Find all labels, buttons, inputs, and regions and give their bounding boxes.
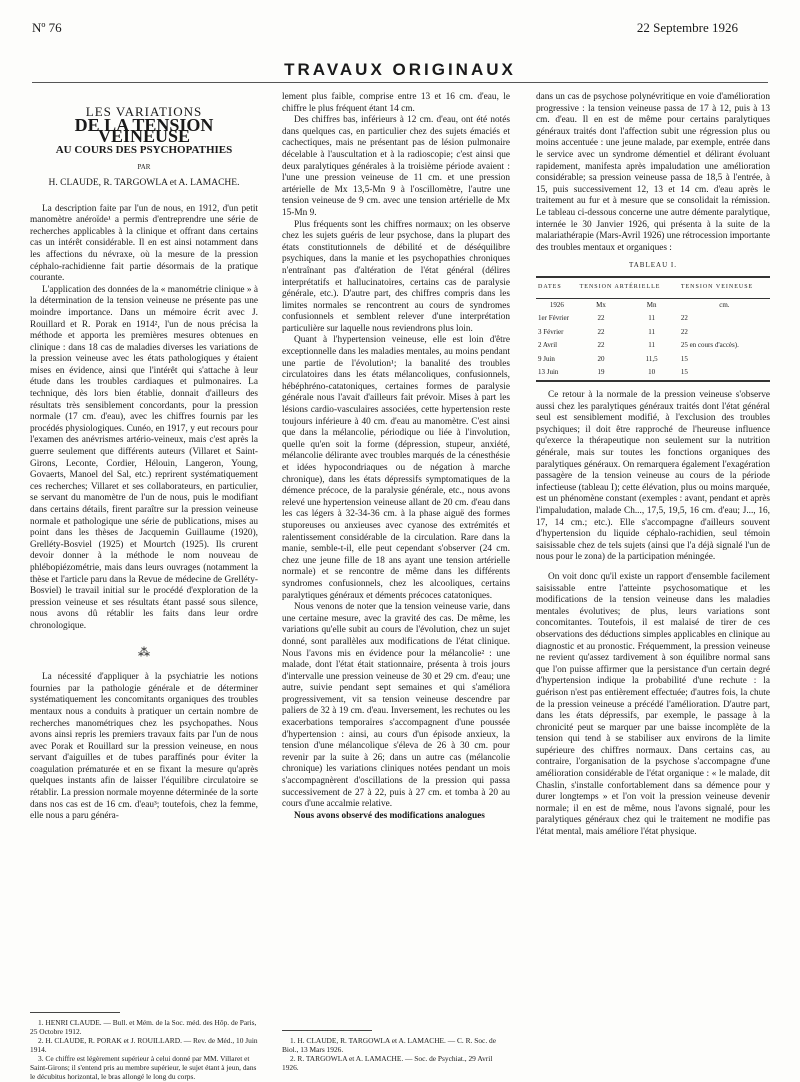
table-cell: 11,5 [645,354,658,363]
paragraph: dans un cas de psychose polynévritique en voie d'amélioration progressive : la tension veineuse passa de 17 à 12, puis à 13 cm. d'eau. Il en est de même pour certains paralytiques généraux traités dont l'affection subit une régression plus ou moins accentuée : une jeune malade, par exemple, entrée dans le service avec un syndrome démentiel et délirant évoluant rapidement, manifesta après impaludation une amélioration considérable; sa pression veineuse passa de 18,5 à l'entrée, à 15, puis successivement 12, 13 et 14 cm. d'eau après le traitement au fur et à mesure que se consolidait la rémission. Le tableau ci-dessous concerne une autre démente paralytique, internée le 30 Janvier 1926, qui présenta à la suite de la malariathérapie (Mars-Avril 1926) une rétrocession importante des troubles mentaux et organiques : [536,92,770,253]
paragraph: Ce retour à la normale de la pression veineuse s'observe aussi chez les paralytiques généraux traités dont l'état général seul est sensiblement modifié, à l'exclusion des troubles psychiques; il doit être rapproché de l'heureuse influence qu'exerce la thérapeutique non seulement sur la nutrition générale, mais sur toutes les fonctions organiques des paralytiques généraux. On remarquera également l'exagération passagère de la tension veineuse au cours de la période infectieuse (tableau I); cette élévation, plus ou moins marquée, est un phénomène constant (exemples : avant, pendant et après l'impaludation, malade Ch..., 17,5, 19,5, 16 cm. d'eau; J..., 16, 17, 14 cm.; etc.). Elle s'accompagne d'ailleurs souvent d'hypertension du liquide céphalo-rachidien, seul témoin saisissable chez de tels sujets (ainsi que l'a déjà signalé l'un de nous pour le zona) de la participation méningée. [536,390,770,563]
table-cell: 11 [648,341,655,350]
table-header: DATES [536,278,578,298]
paragraph: L'application des données de la « manométrie clinique » à la détermination de la tension veineuse ne présente pas une moindre importance. Dans un mémoire écrit avec J. Rouillard et R. Porak en 1914², l'un de nous précisa la méthode et apporta les premières mesures obtenues en clinique : dans 18 cas de maladies diverses les variations de la pression veineuse avec les états pathologiques y étaient mises en évidence, ainsi que l'intérêt qui s'attache à leur étude dans les troubles cardiaques et pulmonaires. La technique, dès lors bien établie, donnait d'ailleurs des résultats très sensiblement concordants, pour la pression normale (17 cm. d'eau), avec les chiffres fournis par les procédés physiologiques. Cunéo, en 1917, y eut recours pour l'examen des anévrismes artério-veineux, mais c'est après la guerre seulement que différents auteurs (Villaret et Saint-Girons, Leconte, Cordier, Hélouin, Langeron, Young, Govaerts, Manoel del Sal, etc.) reprirent systématiquement ces recherches; Villaret et ses collaborateurs, en particulier, se servant du manomètre de l'un de nous, puis le modifiant dans certains détails, firent paraître sur la pression veineuse normale et pathologique une série de publications, mises au point dans les thèses de Jacquemin Guillaume (1920), Grelléty-Bosviel (1925) et Mourtch (1925). Ils crurent devoir donner à la méthode le nom nouveau de phlébopiézométrie, mais dans leurs ouvrages (notamment la thèse et l'article paru dans la Revue de médecine de Grelléty-Bosviel) le travail initial sur le procédé d'exploration de la pression veineuse et ses résultats étant passé sous silence, nous avons dû rétablir les faits dans leur ordre chronologique. [30,284,258,631]
data-table [536,276,770,382]
table-cell: 22 [597,327,605,336]
section-title: TRAVAUX ORIGINAUX [284,60,516,79]
table-cell: 1926 [549,300,564,309]
par-label: PAR [137,163,151,172]
paragraph: On voit donc qu'il existe un rapport d'ensemble facilement saisissable entre l'atteinte psychosomatique et les modifications de la tension veineuse dans les maladies mentales évolutives; de plus, leurs variations sont concomitantes. Toutefois, il est malaisé de tirer de ces observations des déductions simples applicables en clinique au diagnostic et au pronostic. Fréquemment, la pression veineuse ne revient qu'assez tardivement à son équilibre normal sans que l'on puisse affirmer que la persistance d'un certain degré d'hypertension indique la probabilité d'une rechute : la guérison n'est pas entièrement effectuée; d'autres fois, la chute de la pression veineuse a précédé l'amélioration. D'autre part, dans les états dépressifs, par exemple, le passage à la chronicité peut se marquer par une baisse incomplète de la tension qui tend à se stabiliser aux environs de la limite supérieure des chiffres normaux. Dans certains cas, au contraire, l'organisation de la psychose s'accompagne d'une amélioration considérable de l'état organique : « le malade, dit Chaslin, s'installe confortablement dans sa démence pour y durer longtemps » et l'on voit la pression veineuse devenir normale; il en est de même, nous l'avons signalé, pour les paralytiques généraux chez qui le traitement ne modifie pas l'état mental, mais améliore l'état physique. [536,571,770,838]
paragraph: Nous venons de noter que la tension veineuse varie, dans une certaine mesure, avec la gravité des cas. De même, les variations qu'elle subit au cours de l'évolution, chez un sujet donné, sont parallèles aux modifications de l'état clinique. Nous l'avons mis en évidence pour la mélancolie² : une malade, dont l'état était stationnaire, présenta à trois jours d'intervalle une pression veineuse de 30 et 29 cm. d'eau; une autre, suivie pendant sept semaines et qui s'améliora progressivement, vit sa tension veineuse descendre par paliers de 32 à 19 cm. d'eau. Inversement, les rechutes ou les exacerbations temporaires s'accompagnent d'une poussée d'hypertension : ainsi, au cours d'un épisode anxieux, la tension d'une mélancolique s'éleva de 26 à 30 cm. pour revenir par la suite à 26; dans un autre cas (mélancolie chronique) les variations cliniques notées pendant un mois s'accompagnèrent d'oscillations de la pression qui passa successivement de 27 à 22, puis à 27 cm. et tomba à 20 au cours d'une accalmie relative. [282,602,510,810]
table-cell: 2 Avril [538,341,558,350]
table-cell: Mx [596,300,606,309]
column-1 [30,92,258,823]
column-3 [536,92,770,839]
footnotes-column-2 [282,1036,510,1072]
footnote: 3. Ce chiffre est légèrement supérieur à celui donné par MM. Villaret et Saint-Girons; il s'entend pris au membre supérieur, le sujet étant à jeun, dans le décubitus horizontal, le bras allongé le long du corps. [30,1054,257,1081]
paragraph: La nécessité d'appliquer à la psychiatrie les notions fournies par la pathologie générale et de déterminer systématiquement les concomitants organiques des troubles mentaux nous a conduits à pratiquer un certain nombre de recherches manométriques chez les psychopathes. Nous avons ainsi repris les premiers travaux faits par l'un de nous avec Porak et Rouillard sur la pression veineuse, en nous servant d'aiguilles et de tubes paraffinés pour éviter la coagulation prématurée et en se fixant la mesure qu'après quelques instants afin de laisser l'équilibre circulatoire se rétablir. La pression normale moyenne déterminée de la sorte dans nos cas est de 16 cm. d'eau³; toutefois, chez la femme, elle nous a paru généra- [30,672,258,822]
paragraph: La description faite par l'un de nous, en 1912, d'un petit manomètre anéroïde¹ a permis d'entreprendre une série de recherches applicables à la clinique et offrant dans certains cas un intérêt considérable. Il en est ainsi notamment dans les affections du névraxe, où la mesure de la pression céphalo-rachidienne fait partie désormais de la pratique courante. [30,203,258,284]
table-cell: 22 [597,314,605,323]
table-row [536,326,770,340]
article-title-block [30,106,258,190]
table-row [536,353,770,367]
table-cell: 1er Février [538,314,569,323]
table-cell: 11 [648,314,655,323]
title-line-3: AU COURS DES PSYCHOPATHIES [55,143,233,156]
footnote: 1. HENRI CLAUDE. — Bull. et Mém. de la Soc. méd. des Hôp. de Paris, 25 Octobre 1912. [30,1018,257,1036]
title-line-1: LES VARIATIONS [85,104,203,119]
running-header [32,20,738,36]
table-header: TENSION ARTÉRIELLE [578,278,679,298]
footnote-rule [282,1030,372,1031]
header-rule [32,82,768,83]
table-cell: 11 [648,327,655,336]
table-cell: 22 [680,314,688,323]
table-cell: cm. [719,300,730,309]
table-row [536,366,770,380]
table-row [536,339,770,353]
footnotes-column-1 [30,1018,258,1081]
table-cell: 20 [597,354,605,363]
issue-date: 22 Septembre 1926 [636,20,738,35]
paragraph: Nous avons observé des modifications analogues [294,810,485,821]
footnote: 1. H. CLAUDE, R. TARGOWLA et A. LAMACHE. — C. R. Soc. de Biol., 13 Mars 1926. [282,1036,496,1054]
table-cell: 19 [597,368,605,377]
section-separator: ⁂ [138,644,150,659]
footnote-rule [30,1012,120,1013]
table-row [536,312,770,326]
paragraph: Quant à l'hypertension veineuse, elle est loin d'être exceptionnelle dans les maladies mentales, au moins pendant une partie de l'évolution¹; la banalité des troubles circulatoires dans les états mélancoliques, confusionnels, hébéphréno-catatoniques, certaines formes de paralysie générale nous l'avait d'ailleurs fait prévoir. Mises à part les lésions cardio-vasculaires associées, cette hypertension reste toujours inférieure à 40 cm. d'eau au manomètre. C'est ainsi que dans la mélancolie, périodique ou liée à l'involution, quelle qu'en soit la forme (dépression, stupeur, anxiété, mélancolie délirante avec troubles marqués de la cénesthésie et idées hypocondriaques ou de négation à marche chronique), dans les états dépressifs symptomatiques de la démence précoce, de la paralysie générale, etc., nous avons relevé une hypertension veineuse allant de 20 cm. d'eau dans les cas légers à 32-34-36 cm. à la phase aiguë des formes stuporeuses ou anxieuses avec cyanose des extrémités et ralentissement considérable de la circulation. Rare dans la manie, semble-t-il, elle peut cependant s'observer (24 cm. chez une jeune fille de 18 ans ayant une tension artérielle normale) et se rencontre de même dans les différents syndromes confusionnels, chez les alcooliques, certains paralytiques généraux et déments précoces catatoniques. [282,335,510,601]
table-cell: 10 [648,368,656,377]
paragraph: Plus fréquents sont les chiffres normaux; on les observe chez les sujets guéris de leur psychose, dans la plupart des états constitutionnels de débilité et de déséquilibre psychiques, dans la manie et les psychopathies chroniques n'entraînant pas d'altération de l'état général (délires interprétatifs et hallucinatoires, certains cas de paralysie générale, etc.). D'autre part, des chiffres compris dans les limites normales se rencontrent au cours de syndromes confusionnels et semblent relever d'une interprétation particulière sur laquelle nous reviendrons plus loin. [282,219,510,334]
page-number: Nº 76 [32,20,62,35]
table-cell: Mn [646,300,657,309]
table-cell: 9 Juin [538,354,555,363]
table-cell: 15 [680,368,688,377]
table-caption: TABLEAU I. [629,261,677,270]
table-cell: 3 Février [538,327,564,336]
table-cell: 15 [680,354,688,363]
paragraph: Des chiffres bas, inférieurs à 12 cm. d'eau, ont été notés dans quelques cas, en particulier chez des sujets émaciés et cachectiques, mais ne présentant pas de lésion pulmonaire décelable à l'auscultation et à la radioscopie; c'est ainsi que deux paralytiques générales à la troisième période avaient : l'une une pression veineuse de 11 cm. et une pression artérielle de Mx 13,5-Mn 9 à l'oscillomètre, l'autre une tension veineuse de 9 cm. avec une tension artérielle de Mx 15-Mn 9. [282,115,510,218]
table-cell: 25 en cours d'accès). [680,341,739,350]
footnote: 2. H. CLAUDE, R. PORAK et J. ROUILLARD. — Rev. de Méd., 10 Juin 1914. [30,1036,258,1054]
paragraph: lement plus faible, comprise entre 13 et 16 cm. d'eau, le chiffre le plus fréquent étant 14 cm. [282,92,510,114]
authors: H. CLAUDE, R. TARGOWLA et A. LAMACHE. [48,177,240,188]
table-cell: 22 [597,341,605,350]
table-header: TENSION VEINEUSE [679,278,770,298]
title-line-2: DE LA TENSION VEINEUSE [74,114,214,147]
footnote: 2. R. TARGOWLA et A. LAMACHE. — Soc. de Psychiat., 29 Avril 1926. [282,1054,493,1072]
table-cell: 22 [680,327,688,336]
table-cell: 13 Juin [538,368,559,377]
column-2 [282,92,510,822]
